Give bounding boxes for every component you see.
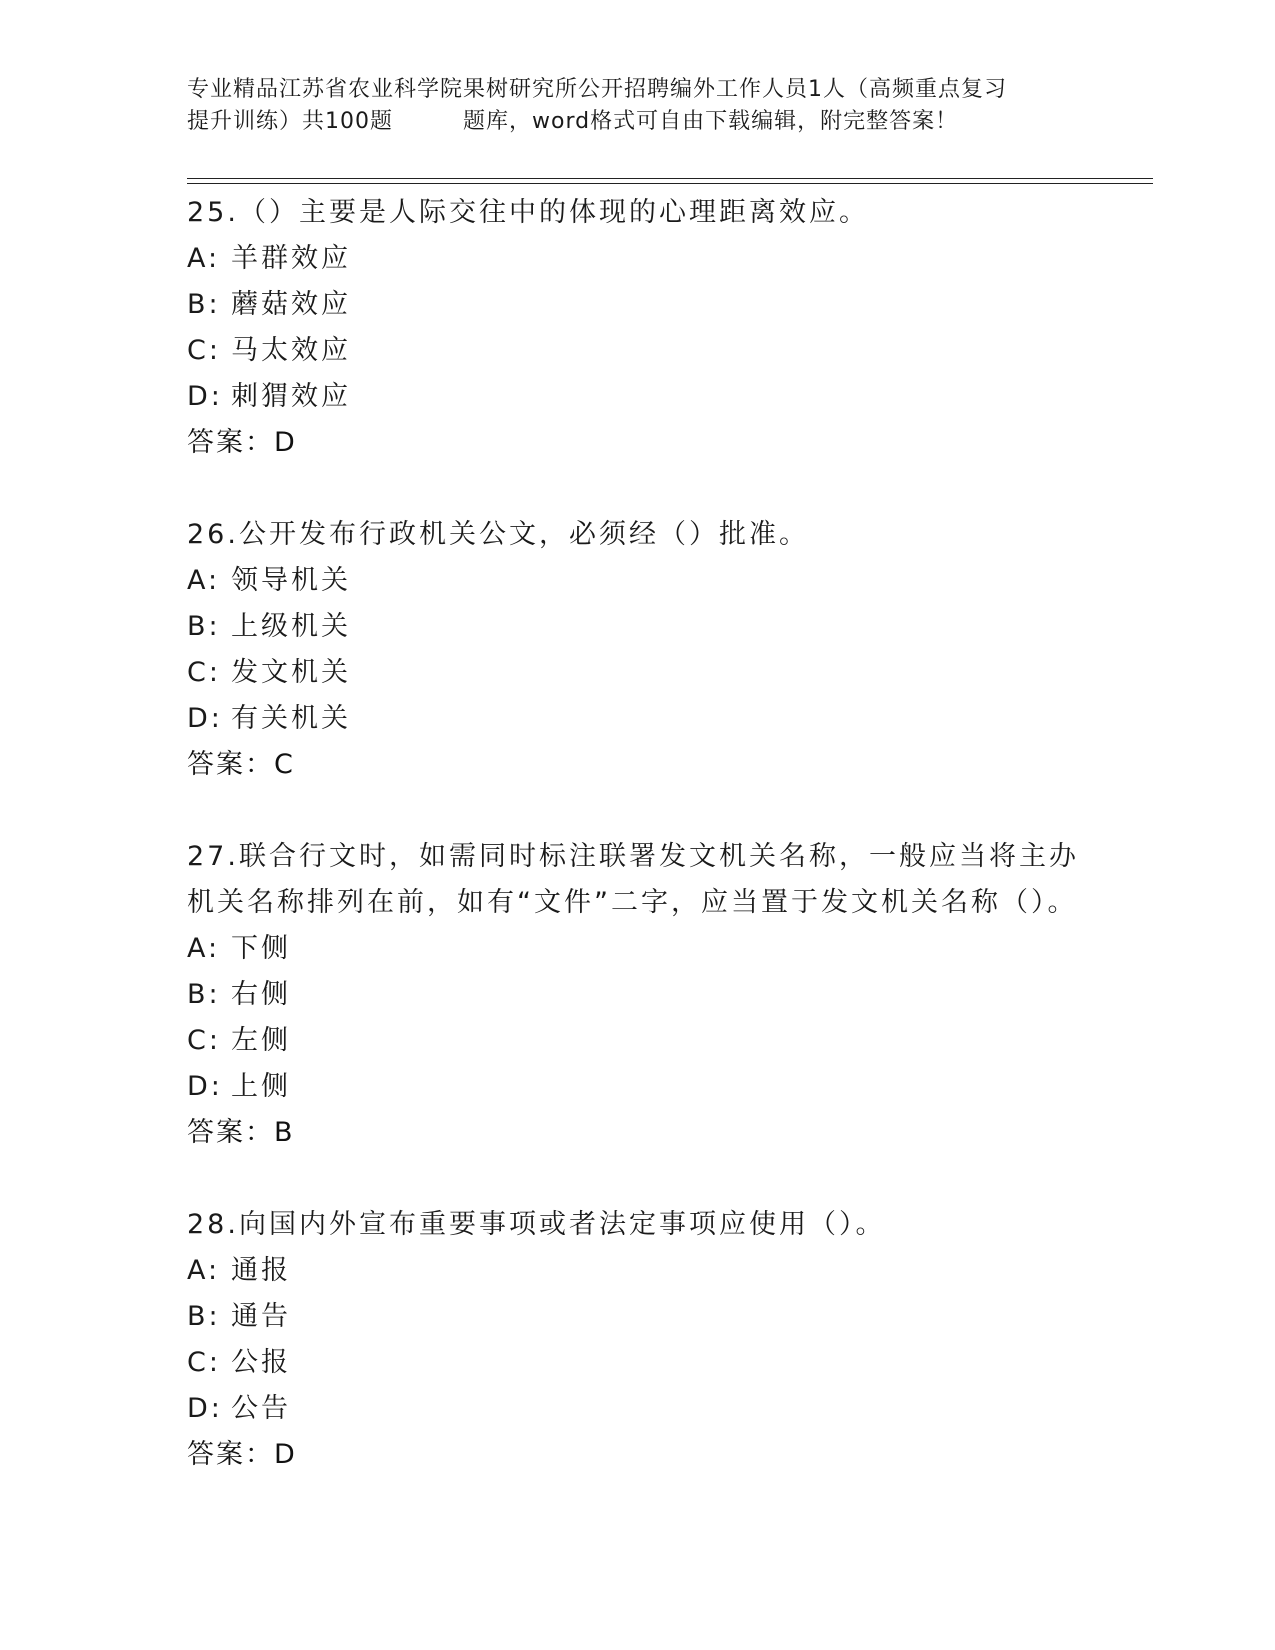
question-text: 28.向国内外宣布重要事项或者法定事项应使用（）。	[187, 1209, 886, 1240]
option-text: 上侧	[231, 1071, 291, 1102]
option-key: C:	[187, 1347, 221, 1378]
option-key: B:	[187, 289, 221, 320]
option-key: B:	[187, 1301, 221, 1332]
page-header	[187, 74, 1087, 138]
option-text: 公报	[231, 1347, 291, 1378]
option-c	[187, 1340, 1087, 1386]
answer-line: 答案：B	[187, 1117, 295, 1148]
option-a	[187, 926, 1087, 972]
question-26	[187, 512, 1087, 788]
option-text: 发文机关	[231, 657, 351, 688]
option-c	[187, 1018, 1087, 1064]
option-c	[187, 650, 1087, 696]
header-line-2b: 题库，word格式可自由下载编辑，附完整答案！	[463, 109, 959, 134]
header-line-1: 专业精品江苏省农业科学院果树研究所公开招聘编外工作人员1人（高频重点复习	[187, 77, 1007, 102]
option-b	[187, 1294, 1087, 1340]
option-text: 上级机关	[231, 611, 351, 642]
option-key: D:	[187, 1393, 223, 1424]
question-text: 25.（）主要是人际交往中的体现的心理距离效应。	[187, 197, 869, 228]
answer-line: 答案：C	[187, 749, 295, 780]
option-text: 羊群效应	[231, 243, 351, 274]
option-key: C:	[187, 657, 221, 688]
option-d	[187, 1064, 1087, 1110]
option-key: D:	[187, 1071, 223, 1102]
option-key: A:	[187, 565, 221, 596]
question-list	[187, 190, 1087, 1524]
option-text: 领导机关	[231, 565, 351, 596]
option-key: B:	[187, 611, 221, 642]
option-text: 刺猬效应	[231, 381, 351, 412]
question-25	[187, 190, 1087, 466]
question-28	[187, 1202, 1087, 1478]
question-text: 27.联合行文时，如需同时标注联署发文机关名称，一般应当将主办机关名称排列在前，如有“文件”二字，应当置于发文机关名称（）。	[187, 841, 1079, 918]
option-key: C:	[187, 335, 221, 366]
option-key: B:	[187, 979, 221, 1010]
question-text: 26.公开发布行政机关公文，必须经（）批准。	[187, 519, 809, 550]
option-text: 通报	[231, 1255, 291, 1286]
header-line-2a: 提升训练）共100题	[187, 109, 393, 134]
header-rule-top	[187, 178, 1153, 179]
option-key: A:	[187, 243, 221, 274]
option-text: 公告	[231, 1393, 291, 1424]
answer-line: 答案：D	[187, 427, 297, 458]
header-rule-bottom	[187, 183, 1153, 184]
option-key: A:	[187, 1255, 221, 1286]
option-text: 蘑菇效应	[231, 289, 351, 320]
option-text: 左侧	[231, 1025, 291, 1056]
option-d	[187, 696, 1087, 742]
option-b	[187, 604, 1087, 650]
option-text: 马太效应	[231, 335, 351, 366]
option-text: 通告	[231, 1301, 291, 1332]
option-text: 有关机关	[231, 703, 351, 734]
option-key: D:	[187, 381, 223, 412]
option-key: C:	[187, 1025, 221, 1056]
option-a	[187, 558, 1087, 604]
question-27	[187, 834, 1087, 1156]
answer-line: 答案：D	[187, 1439, 297, 1470]
option-text: 右侧	[231, 979, 291, 1010]
option-a	[187, 236, 1087, 282]
option-key: A:	[187, 933, 221, 964]
header-line-2	[187, 106, 1087, 138]
option-text: 下侧	[231, 933, 291, 964]
option-b	[187, 282, 1087, 328]
option-d	[187, 1386, 1087, 1432]
option-d	[187, 374, 1087, 420]
option-a	[187, 1248, 1087, 1294]
option-b	[187, 972, 1087, 1018]
option-key: D:	[187, 703, 223, 734]
option-c	[187, 328, 1087, 374]
